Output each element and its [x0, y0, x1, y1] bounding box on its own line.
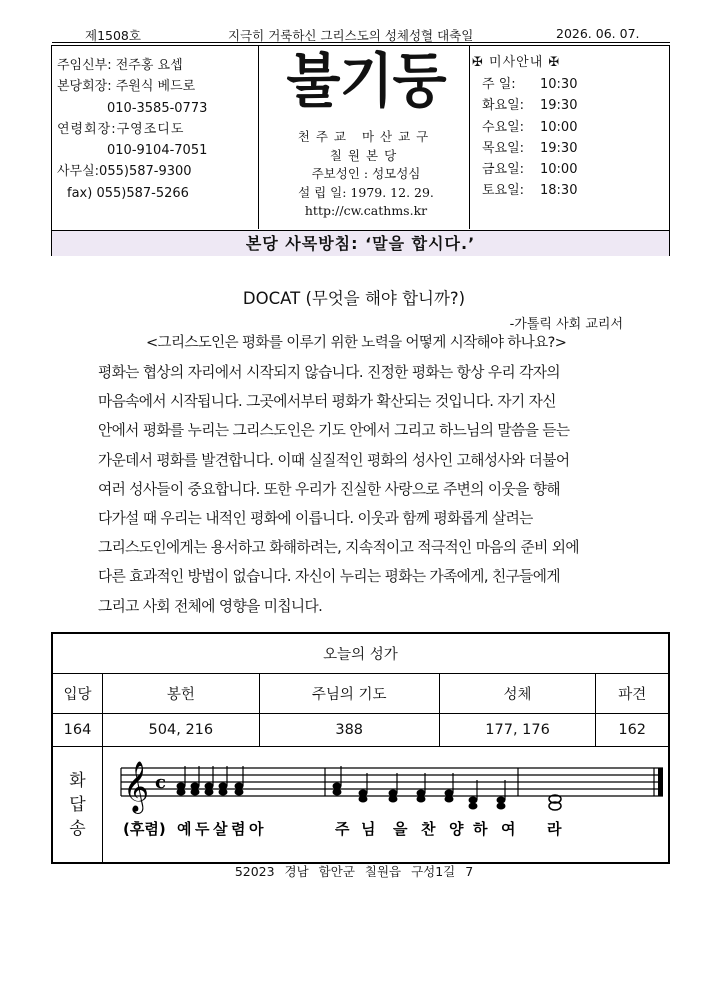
lyric-syllable: 두: [195, 820, 210, 838]
parish: 칠원본당: [329, 147, 403, 163]
article-question: <그리스도인은 평화를 이루기 위한 노력을 어떻게 시작해야 하나요?>: [146, 335, 567, 351]
fax: fax) 055)587-5266: [67, 185, 189, 201]
lyric-syllable: 예: [177, 820, 192, 838]
hymn-number: 177, 176: [439, 714, 596, 747]
assoc-chair: 연령회장:구영조디도: [57, 121, 185, 137]
body-line: 안에서 평화를 누리는 그리스도인은 기도 안에서 그리고 하느님의 말씀을 듣는: [98, 422, 570, 440]
mass-schedule: [472, 52, 662, 202]
body-line: 마음속에서 시작됩니다. 그곳에서부터 평화가 확산되는 것입니다. 자기 자신: [98, 393, 556, 411]
note-head: [333, 783, 342, 790]
common-time-icon: c: [155, 772, 166, 793]
mass-row: 목요일: 19:30: [482, 140, 578, 156]
hymn-table: [51, 632, 670, 864]
divider: [258, 46, 259, 229]
note-head: [177, 783, 186, 790]
lyric-syllable: 찬: [421, 820, 436, 838]
body-line: 그리스도인에게는 용서하고 화해하려는, 지속적이고 적극적인 마음의 준비 외에: [98, 539, 579, 557]
note-head: [497, 803, 506, 810]
lyric-syllable: 여: [501, 820, 516, 838]
article-body: [98, 358, 618, 621]
hymn-table-title: 오늘의 성가: [52, 633, 669, 674]
hymn-header-dismissal: 파견: [596, 674, 669, 714]
note-head: [177, 789, 186, 796]
hymn-number: 388: [259, 714, 439, 747]
lyric-syllable: 님: [361, 820, 376, 838]
lyric-syllable: 하: [473, 820, 488, 838]
hymn-header-offertory: 봉헌: [103, 674, 260, 714]
lyric-syllable: 렴: [231, 820, 246, 838]
address-footer: 52023 경남 함안군 칠원읍 구성1길 7: [234, 864, 474, 879]
psalm-score: [103, 747, 670, 864]
masthead-center: [266, 47, 466, 221]
body-line: 평화는 협상의 자리에서 시작되지 않습니다. 진정한 평화는 항상 우리 각자의: [98, 364, 560, 381]
mass-row: 금요일: 10:00: [482, 162, 578, 178]
note-head: [333, 789, 342, 796]
article-source: -가톨릭 사회 교리서: [509, 317, 623, 332]
body-line: 다른 효과적인 방법이 없습니다. 자신이 누리는 평화는 가족에게, 친구들에게: [98, 568, 560, 586]
treble-clef-icon: 𝄞: [123, 761, 150, 812]
note-head: [417, 790, 426, 797]
lyric-syllable: 라: [547, 820, 562, 838]
lyric-syllable: 양: [449, 820, 464, 838]
body-line: 가운데서 평화를 발견합니다. 이때 실질적인 평화의 성사인 고해성사와 더불어: [98, 451, 570, 469]
note-head: [389, 790, 398, 797]
hymn-number: 162: [596, 714, 669, 747]
mass-row: 화요일: 19:30: [482, 98, 578, 114]
body-line: 다가설 때 우리는 내적인 평화에 이릅니다. 이웃과 함께 평화롭게 살려는: [98, 510, 533, 528]
top-divider: [52, 42, 670, 43]
note-head: [417, 796, 426, 803]
note-head: [191, 789, 200, 796]
council-phone: 010-3585-0773: [107, 100, 208, 116]
website-link[interactable]: http://cw.cathms.kr: [304, 203, 428, 218]
patron: 주보성인 : 성모성심: [311, 166, 421, 181]
hymn-number: 504, 216: [103, 714, 260, 747]
note-head: [445, 790, 454, 797]
divider: [469, 46, 470, 229]
lyric-syllable: (후렴): [123, 820, 166, 838]
note-head: [469, 797, 478, 804]
note-head: [219, 783, 228, 790]
note-head: [359, 790, 368, 797]
note-head: [205, 783, 214, 790]
issue-date: 2026. 06. 07.: [556, 26, 640, 41]
mass-row: 주 일: 10:30: [482, 77, 578, 92]
lyric-syllable: 살: [213, 820, 228, 838]
note-head: [497, 797, 506, 804]
lyric-syllable: 주: [335, 820, 350, 838]
mass-row: 토요일: 18:30: [482, 183, 578, 199]
note-head: [359, 796, 368, 803]
office-phone: 사무실:055)587-9300: [57, 164, 192, 180]
mass-row: 수요일: 10:00: [482, 119, 578, 135]
staff-info: [57, 55, 257, 204]
note-head: [235, 783, 244, 790]
diocese: 천주교 마산교구: [297, 129, 435, 144]
body-line: 여러 성사들이 중요합니다. 또한 우리가 진실한 사랑으로 주변의 이웃을 향해: [98, 480, 560, 498]
note-head: [389, 796, 398, 803]
note-head: [205, 789, 214, 796]
lyric-syllable: 아: [249, 820, 264, 838]
assoc-phone: 010-9104-7051: [107, 143, 208, 159]
pastor: 주임신부: 전주홍 요셉: [57, 58, 183, 73]
note-head: [219, 789, 228, 796]
final-barline: [658, 768, 663, 796]
council-chair: 본당회장: 주원식 베드로: [57, 79, 196, 95]
body-line: 그리고 사회 전체에 영향을 미칩니다.: [98, 597, 323, 615]
note-head: [191, 783, 200, 790]
founded-date: 설 립 일: 1979. 12. 29.: [298, 184, 434, 200]
feast-title: 지극히 거룩하신 그리스도의 성체성혈 대축일: [228, 28, 474, 43]
note-head: [235, 789, 244, 796]
hymn-number: 164: [52, 714, 103, 747]
lyric-syllable: 을: [393, 820, 408, 838]
bulletin-title: 불기둥: [286, 47, 446, 116]
note-head: [469, 803, 478, 810]
hymn-header-lords-prayer: 주님의 기도: [259, 674, 439, 714]
mass-title: ✠ 미사안내 ✠: [472, 55, 561, 70]
article-title: DOCAT (무엇을 해야 합니까?): [242, 289, 466, 308]
hymn-header-entrance: 입당: [52, 674, 103, 714]
psalm-label: 화답송: [52, 747, 103, 864]
pastoral-motto: 본당 사목방침: ‘말을 합시다.’: [52, 230, 669, 256]
hymn-header-communion: 성체: [439, 674, 596, 714]
note-head: [445, 796, 454, 803]
music-staff: [103, 748, 668, 861]
issue-number: 제1508호: [85, 28, 141, 43]
